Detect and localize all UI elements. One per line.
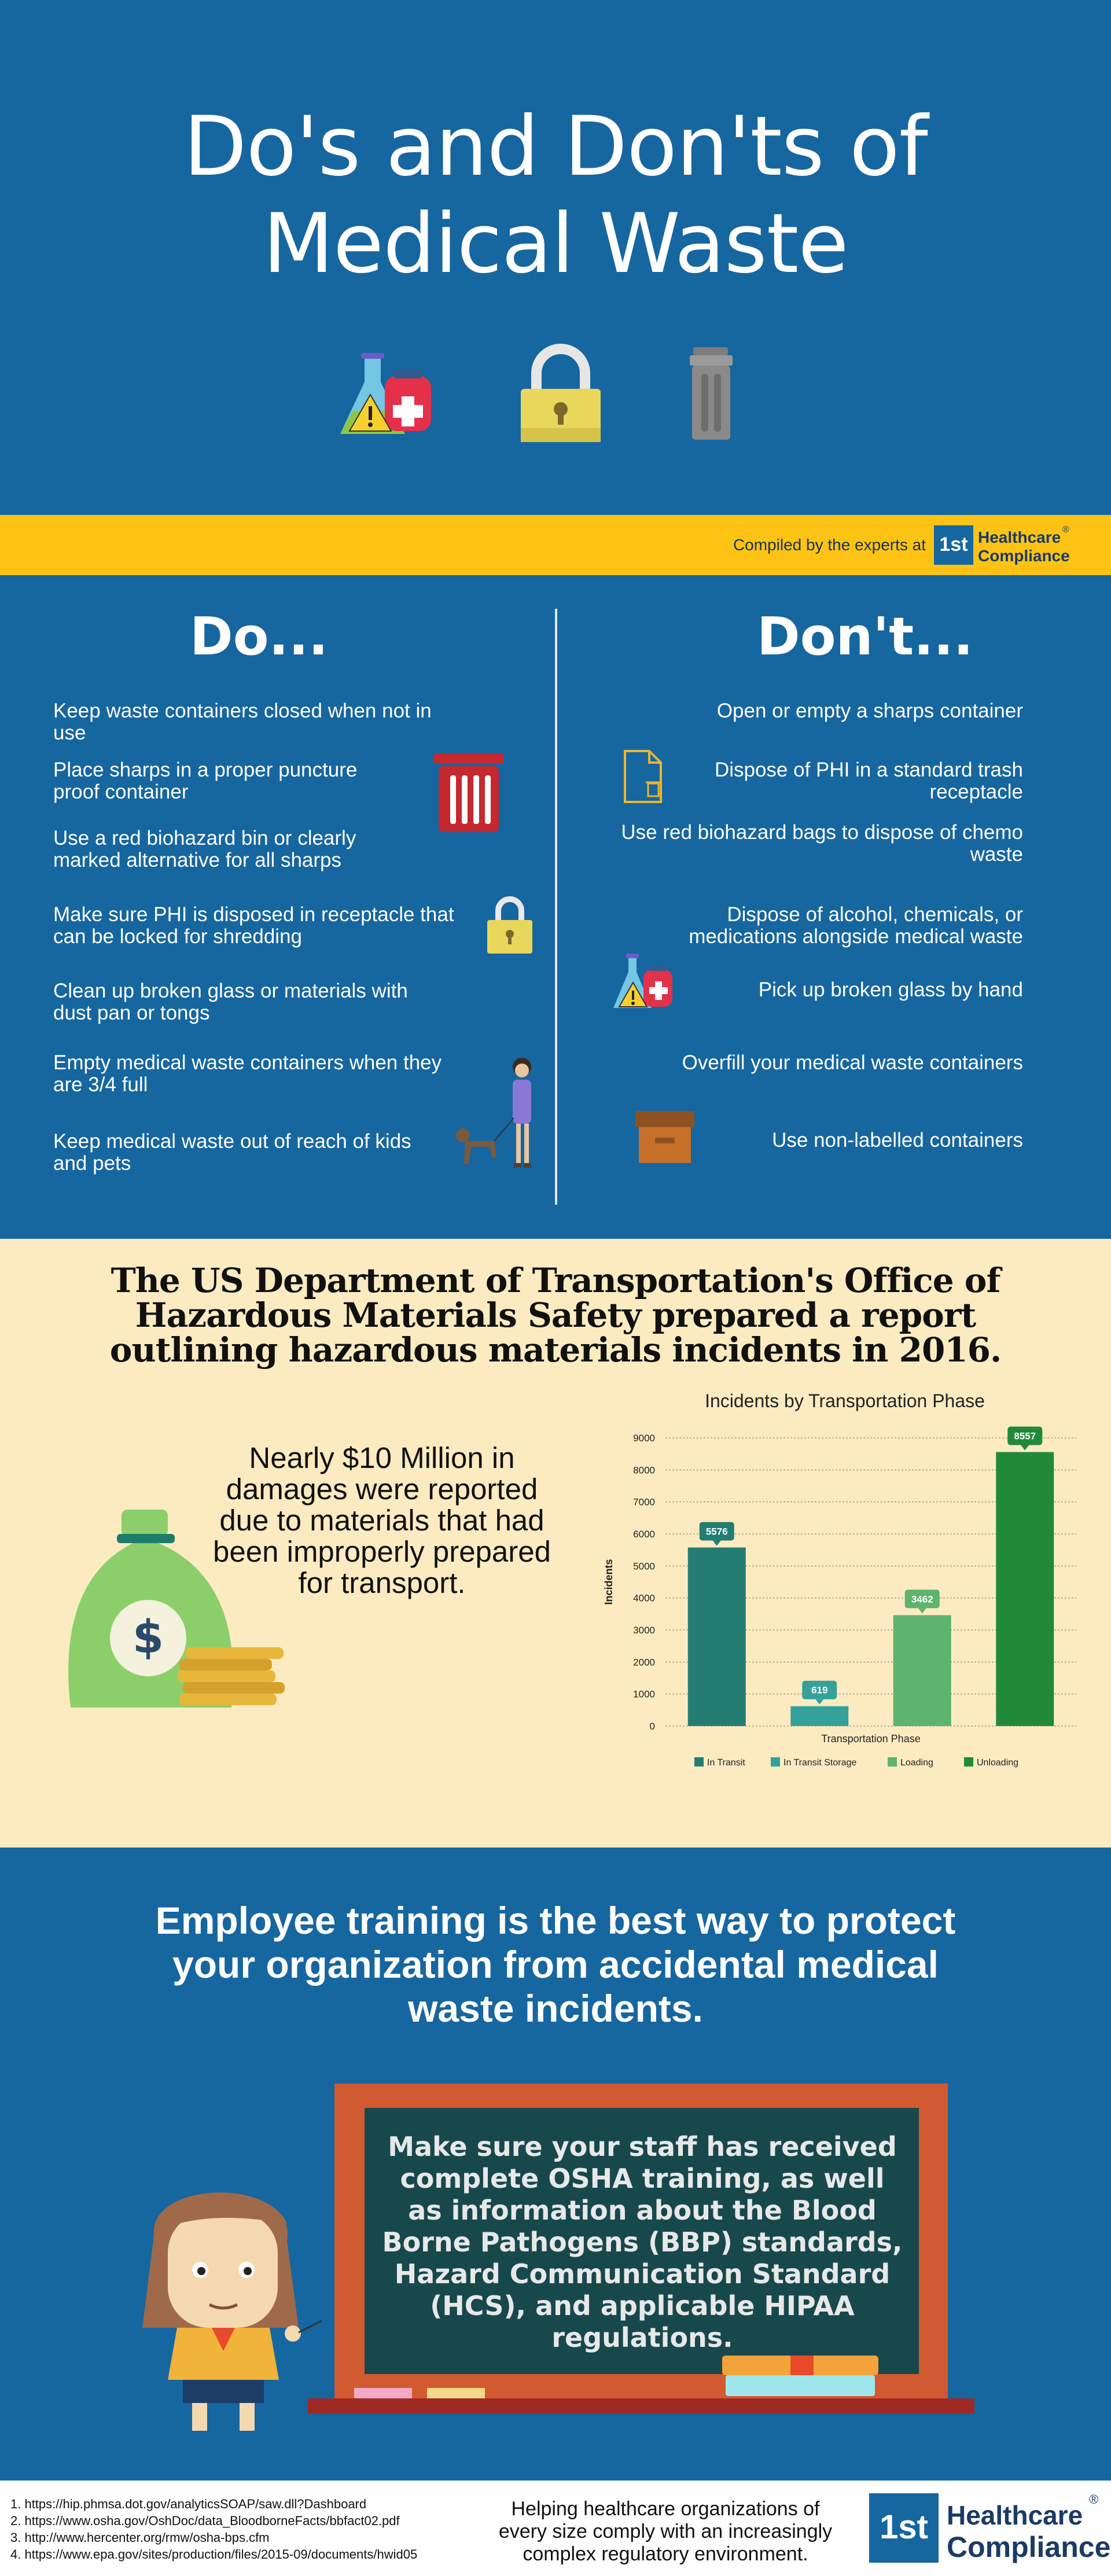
chart-title: Incidents by Transportation Phase	[705, 1390, 985, 1411]
chalkboard-text: Make sure your staff has received complete OSHA training, as well as information about the Blood Borne Pathogens (BBP) standards, Hazard Communication Standard (HCS), and applicable HIPAA regulations.	[382, 2131, 903, 2353]
legend-label: Unloading	[977, 1758, 1019, 1768]
do-item: Use a red biohazard bin or clearly marked alternative for all sharps	[53, 827, 356, 871]
coin-stack	[177, 1647, 285, 1705]
do-dont-section	[0, 575, 1111, 1239]
do-item: Keep waste containers closed when not in use	[53, 700, 432, 744]
title-line-1: Do's and Don'ts of	[183, 99, 928, 194]
data-label-pointer	[1021, 1445, 1029, 1451]
flask-warning-icon	[611, 950, 680, 1014]
y-tick-label: 8000	[633, 1464, 655, 1476]
training-section	[0, 1848, 1111, 2481]
hero-section	[0, 0, 1111, 515]
dont-item: Dispose of PHI in a standard trash receptacle	[714, 759, 1023, 803]
y-tick-label: 6000	[633, 1529, 655, 1540]
bar-loading	[893, 1615, 951, 1726]
page-title	[0, 98, 1111, 293]
red-bin-icon	[428, 749, 509, 836]
dont-item: Use red biohazard bags to dispose of chemo waste	[621, 821, 1023, 866]
title-line-2: Medical Waste	[263, 196, 848, 292]
flask-warning-icon	[340, 353, 431, 434]
logo-line-2: Compliance	[947, 2531, 1111, 2563]
data-label-pointer	[815, 1699, 823, 1705]
logo-reg-mark: ®	[1062, 525, 1069, 535]
compiled-by-text: Compiled by the experts at	[733, 536, 926, 554]
logo-mark: 1st	[880, 2508, 928, 2546]
do-item: Empty medical waste containers when they are 3/4 full	[53, 1051, 442, 1096]
data-label-pointer	[918, 1608, 926, 1613]
do-heading: Do...	[190, 606, 329, 667]
reference-link[interactable]: 2. https://www.osha.gov/OshDoc/data_BloodborneFacts/bbfact02.pdf	[10, 2514, 400, 2528]
footer-tagline: Helping healthcare organizations of every size comply with an increasingly complex regulatory environment.	[498, 2498, 833, 2565]
incidents-chart	[596, 1390, 1094, 1772]
chalk-pink	[354, 2388, 412, 2398]
legend-label: Loading	[900, 1758, 933, 1768]
money-bag-icon	[64, 1505, 318, 1760]
legend-swatch	[771, 1757, 780, 1767]
legend-swatch	[888, 1757, 897, 1767]
bar-unloading	[996, 1452, 1054, 1726]
trash-can-icon	[690, 347, 733, 440]
reference-link[interactable]: 1. https://hip.phmsa.dot.gov/analyticsSOAP/saw.dll?Dashboard	[10, 2497, 367, 2511]
damages-note: Nearly $10 Million in damages were reported due to materials that had been improperly prepared for transport.	[212, 1441, 551, 1599]
healthcare-compliance-logo[interactable]	[934, 523, 1068, 567]
eraser-icon	[722, 2356, 878, 2398]
y-tick-label: 9000	[633, 1433, 655, 1444]
dont-item: Overfill your medical waste containers	[682, 1051, 1023, 1074]
report-title: The US Department of Transportation's Office of Hazardous Materials Safety prepared a report outlining hazardous materials incidents in 2016.	[109, 1261, 1002, 1370]
logo-line-2: Compliance	[978, 547, 1070, 565]
dont-item: Pick up broken glass by hand	[758, 978, 1023, 1001]
column-divider	[555, 609, 557, 1205]
healthcare-compliance-logo[interactable]	[868, 2489, 1111, 2567]
dont-heading: Don't...	[757, 606, 973, 667]
padlock-icon	[521, 349, 601, 442]
logo-line-1: Healthcare	[947, 2500, 1083, 2530]
legend-swatch	[964, 1757, 973, 1767]
references-list	[10, 2496, 417, 2563]
training-title: Employee training is the best way to protect your organization from accidental medical waste incidents.	[155, 1899, 956, 2030]
legend-label: In Transit Storage	[783, 1758, 857, 1768]
bar-in-transit-storage	[790, 1706, 848, 1726]
reference-link[interactable]: 3. http://www.hercenter.org/rmw/osha-bps.cfm	[10, 2530, 270, 2545]
dont-item: Use non-labelled containers	[772, 1129, 1023, 1151]
y-tick-label: 3000	[633, 1625, 655, 1636]
woman-with-dog-icon	[454, 1054, 546, 1176]
dont-item: Dispose of alcohol, chemicals, or medications alongside medical waste	[689, 903, 1023, 948]
document-trash-icon	[620, 748, 667, 805]
x-axis-label: Transportation Phase	[821, 1733, 921, 1745]
y-tick-label: 0	[649, 1721, 655, 1732]
data-label: 3462	[911, 1594, 933, 1605]
padlock-icon	[484, 892, 536, 956]
y-tick-label: 4000	[633, 1592, 655, 1604]
chart-plot	[596, 1414, 1094, 1772]
logo-line-1: Healthcare	[978, 528, 1061, 546]
do-item: Clean up broken glass or materials with dust pan or tongs	[53, 980, 408, 1024]
data-label-pointer	[713, 1540, 721, 1545]
legend-swatch	[694, 1757, 704, 1767]
legend-label: In Transit	[707, 1758, 745, 1768]
dont-item: Open or empty a sharps container	[716, 700, 1023, 722]
y-tick-label: 7000	[633, 1496, 655, 1508]
chalkboard-ledge	[308, 2398, 974, 2413]
y-tick-label: 2000	[633, 1657, 655, 1668]
hero-icons	[0, 341, 1111, 446]
box-icon	[633, 1107, 697, 1165]
teacher-illustration	[137, 2160, 328, 2438]
data-label: 619	[811, 1684, 828, 1696]
bar-in-transit	[688, 1547, 746, 1726]
y-axis-label: Incidents	[603, 1559, 615, 1605]
logo-mark: 1st	[939, 533, 968, 555]
y-tick-label: 1000	[633, 1688, 655, 1700]
footer	[0, 2481, 1111, 2576]
do-item: Keep medical waste out of reach of kids and pets	[53, 1130, 411, 1175]
data-label: 5576	[705, 1526, 728, 1537]
reference-link[interactable]: 4. https://www.epa.gov/sites/production/files/2015-09/documents/hwid05	[10, 2547, 418, 2562]
chalk-yellow	[427, 2388, 485, 2398]
compiled-by-banner	[0, 515, 1111, 575]
data-label: 8557	[1014, 1430, 1036, 1442]
y-tick-label: 5000	[633, 1561, 655, 1572]
logo-reg-mark: ®	[1089, 2492, 1099, 2507]
report-section	[0, 1239, 1111, 1848]
do-item: Place sharps in a proper puncture proof container	[53, 759, 358, 803]
dollar-sign: $	[132, 1611, 164, 1664]
do-item: Make sure PHI is disposed in receptacle that can be locked for shredding	[53, 903, 454, 948]
